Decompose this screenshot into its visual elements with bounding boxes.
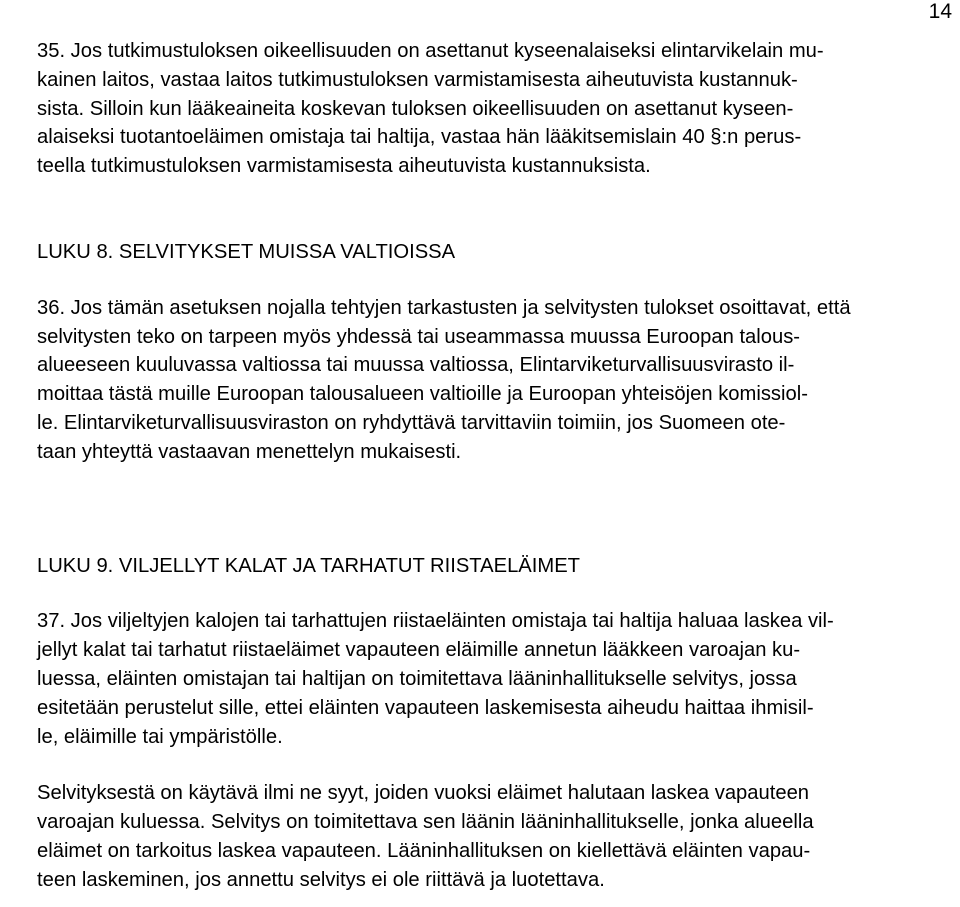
document-body xyxy=(37,37,952,895)
paragraph-36 xyxy=(37,294,952,467)
paragraph-37 xyxy=(37,607,952,751)
paragraph-text: Jos tämän asetuksen nojalla tehtyjen tarkastusten ja selvitysten tulokset osoittavat, että selvitysten teko on tarpeen myös yhdessä tai useammassa muussa Euroopan talous- alueeseen kuuluvassa valtiossa tai muussa valtiossa, Elintarviketurvallisuusvirasto il- moittaa tästä muille Euroopan talousalueen valtioille ja Euroopan yhteisöjen komissiol- le. Elintarviketurvallisuusviraston on ryhdyttävä tarvittaviin toimiin, jos Suomeen ote- taan yhteyttä vastaavan menettelyn mukaisesti. xyxy=(37,296,851,463)
paragraph-text: Jos viljeltyjen kalojen tai tarhattujen riistaeläinten omistaja tai haltija haluaa laskea vil- jellyt kalat tai tarhatut riistaeläimet vapauteen eläimille annetun lääkkeen varoajan ku- luessa, eläinten omistajan tai haltijan on toimitettava lääninhallitukselle selvitys, jossa esitetään perustelut sille, ettei eläinten vapauteen laskemisesta aiheudu haittaa ihmisil- le, eläimille tai ympäristölle. xyxy=(37,610,834,748)
paragraph-text: Jos tutkimustuloksen oikeellisuuden on asettanut kyseenalaiseksi elintarvikelain mu- kainen laitos, vastaa laitos tutkimustuloksen varmistamisesta aiheutuvista kustannuk- sista. Silloin kun lääkeaineita koskevan tuloksen oikeellisuuden on asettanut kyseen- alaiseksi tuotantoeläimen omistaja tai haltija, vastaa hän lääkitsemislain 40 §:n perus- teella tutkimustuloksen varmistamisesta aiheutuvista kustannuksista. xyxy=(37,40,824,178)
chapter-9-heading: LUKU 9. VILJELLYT KALAT JA TARHATUT RIISTAELÄIMET xyxy=(37,554,580,577)
paragraph-37-continued: Selvityksestä on käytävä ilmi ne syyt, joiden vuoksi eläimet halutaan laskea vapauteen varoajan kuluessa. Selvitys on toimitettava sen läänin lääninhallitukselle, jonka alueella eläimet on tarkoitus laskea vapauteen. Lääninhallituksen on kiellettävä eläinten vapau- teen laskeminen, jos annettu selvitys ei ole riittävä ja luotettava. xyxy=(37,782,814,891)
page-number: 14 xyxy=(928,0,952,23)
paragraph-number: 36. xyxy=(37,296,66,319)
paragraph-35 xyxy=(37,37,952,181)
chapter-8-heading: LUKU 8. SELVITYKSET MUISSA VALTIOISSA xyxy=(37,240,456,263)
paragraph-number: 37. xyxy=(37,610,66,633)
paragraph-number: 35. xyxy=(37,40,66,62)
